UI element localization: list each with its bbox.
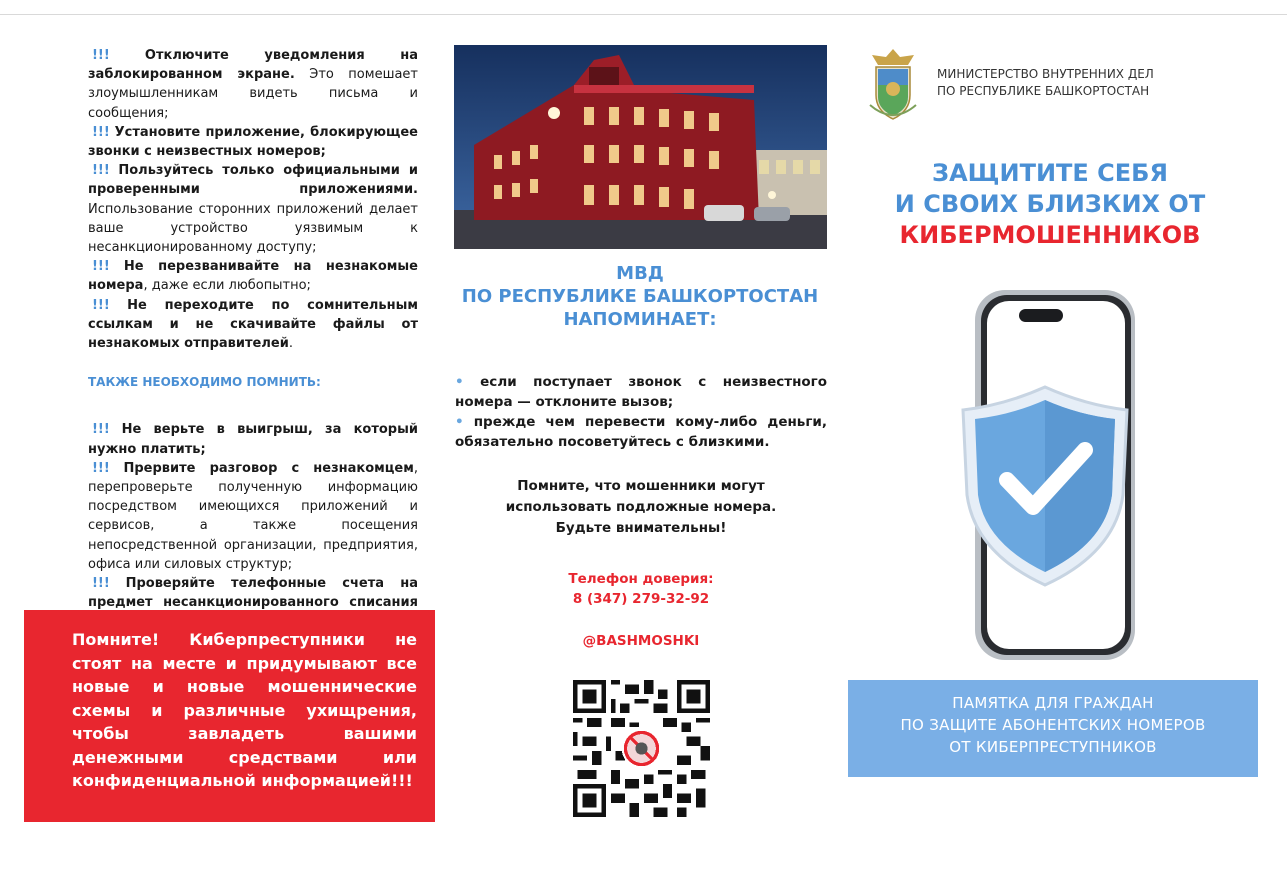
middle-title-line: НАПОМИНАЕТ: xyxy=(563,309,717,330)
tip-official-apps xyxy=(88,161,418,257)
tip-end-call xyxy=(88,459,418,574)
exclamation-marker: !!! xyxy=(92,460,110,476)
tip-bold: Не перезванивайте на незнакомые номера xyxy=(88,259,418,294)
tip-text: Это помешает злоумышленникам видеть письма и сообщения; xyxy=(88,67,419,121)
banner-line: ПО ЗАЩИТЕ АБОНЕНТСКИХ НОМЕРОВ xyxy=(900,716,1206,734)
tip-no-prize xyxy=(88,420,418,458)
warning-text: Помните! Киберпреступники не стоят на месте и придумывают все новые и новые мошеннические схемы и различные ухищрения, чтобы завладеть вашими денежными средствами или конфиденциальной информацией!!! xyxy=(72,630,417,790)
exclamation-marker: !!! xyxy=(92,422,110,438)
middle-title xyxy=(440,262,840,331)
reminder-list xyxy=(455,372,827,452)
note-line: использовать подложные номера. xyxy=(505,499,777,515)
exclamation-marker: !!! xyxy=(92,259,110,275)
hotline-number: 8 (347) 279-32-92 xyxy=(572,591,710,607)
section-subheading: ТАКЖЕ НЕОБХОДИМО ПОМНИТЬ: xyxy=(88,375,321,390)
tip-bold: Не переходите по сомнительным ссылкам и не скачивайте файлы от незнакомых отправителей xyxy=(88,297,418,352)
list-item-text: прежде чем перевести кому-либо деньги, обязательно посоветуйтесь с близкими. xyxy=(455,414,827,450)
reminder-note xyxy=(455,476,827,539)
tip-text: . xyxy=(288,336,293,352)
ministry-name xyxy=(937,66,1197,100)
ministry-line: МИНИСТЕРСТВО ВНУТРЕННИХ ДЕЛ xyxy=(937,67,1154,81)
note-line: Помните, что мошенники могут xyxy=(517,478,765,494)
hotline-label: Телефон доверия: xyxy=(568,571,714,587)
exclamation-marker: !!! xyxy=(92,48,110,63)
bullet-icon: • xyxy=(455,374,464,390)
exclamation-marker: !!! xyxy=(92,576,110,592)
tip-text: , даже если любопытно; xyxy=(143,278,311,294)
bullet-icon: • xyxy=(455,414,464,430)
exclamation-marker: !!! xyxy=(92,297,110,313)
main-title-line-red: КИБЕРМОШЕННИКОВ xyxy=(899,221,1201,249)
tip-text: Использование сторонних приложений делает ваше устройство уязвимым к несанкционированному доступу; xyxy=(88,201,418,256)
tip-no-callback xyxy=(88,257,418,295)
main-title xyxy=(860,158,1240,251)
middle-title-line: ПО РЕСПУБЛИКЕ БАШКОРТОСТАН xyxy=(461,286,819,307)
list-item xyxy=(455,412,827,452)
ministry-line: ПО РЕСПУБЛИКЕ БАШКОРТОСТАН xyxy=(937,84,1150,98)
banner-line: ПАМЯТКА ДЛЯ ГРАЖДАН xyxy=(952,694,1154,712)
main-title-line: ЗАЩИТИТЕ СЕБЯ xyxy=(932,159,1168,187)
tip-bold: Отключите уведомления на заблокированном экране. xyxy=(88,48,418,83)
smartphone-shield-icon xyxy=(945,285,1145,665)
left-panel xyxy=(88,46,418,632)
top-divider xyxy=(0,14,1287,15)
info-banner-text xyxy=(848,692,1258,758)
list-item xyxy=(455,372,827,412)
tip-bold: Прервите разговор с незнакомцем xyxy=(123,460,414,476)
tip-bold: Проверяйте телефонные счета на предмет несанкционированного списания xyxy=(88,576,418,611)
mvd-emblem-icon xyxy=(864,45,922,125)
tip-block-calls xyxy=(88,123,418,161)
tip-bold: Не верьте в выигрыш, за который нужно платить; xyxy=(88,422,418,457)
list-item-text: если поступает звонок с неизвестного номера — отклоните вызов; xyxy=(455,374,828,410)
tip-bold: Установите приложение, блокирующее звонки с неизвестных номеров; xyxy=(88,124,418,160)
qr-code-icon xyxy=(573,680,710,817)
middle-title-line: МВД xyxy=(616,263,664,284)
tip-bold: Пользуйтесь только официальными и проверенными приложениями. xyxy=(88,163,418,198)
building-photo xyxy=(454,45,827,249)
note-line: Будьте внимательны! xyxy=(555,520,727,536)
exclamation-marker: !!! xyxy=(92,163,110,179)
exclamation-marker: !!! xyxy=(92,124,110,140)
main-title-line: И СВОИХ БЛИЗКИХ ОТ xyxy=(894,190,1206,218)
social-handle: @BASHMOSHKI xyxy=(582,633,700,649)
hotline xyxy=(455,569,827,609)
banner-line: ОТ КИБЕРПРЕСТУПНИКОВ xyxy=(949,738,1157,756)
tip-suspicious-links xyxy=(88,296,418,354)
tip-notifications xyxy=(88,46,418,123)
tip-text: , перепроверьте полученную информацию посредством имеющихся приложений и сервисов, а также посещения непосредственной организации, предприятия, офиса или силовых структур; xyxy=(88,460,418,572)
